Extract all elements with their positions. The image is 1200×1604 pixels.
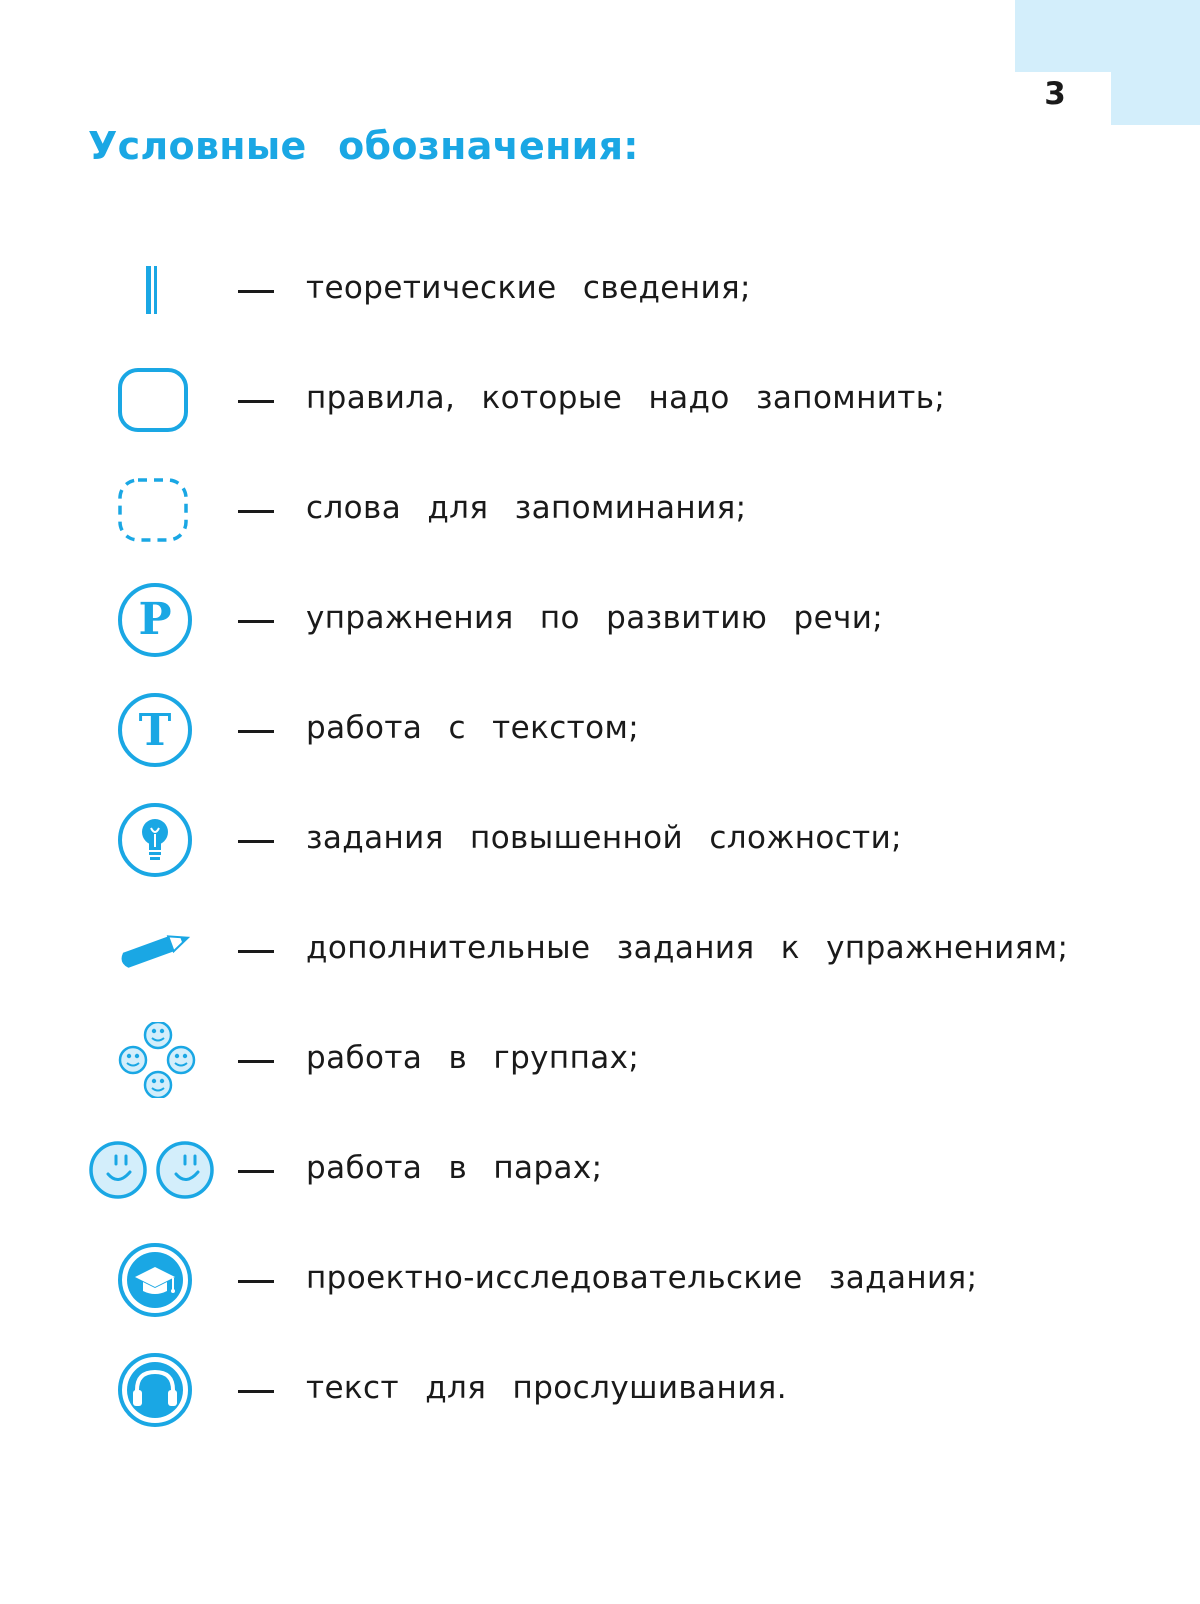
- legend-description: правила, которые надо запомнить;: [306, 380, 946, 416]
- legend-item-advanced: [0, 790, 1200, 890]
- legend-dash: [238, 400, 274, 403]
- legend-item-words: [0, 460, 1200, 560]
- legend-description: слова для запоминания;: [306, 490, 747, 526]
- legend-dash: [238, 290, 274, 293]
- legend-item-text: [0, 680, 1200, 780]
- legend-dash: [238, 510, 274, 513]
- legend-item-groups: [0, 1010, 1200, 1110]
- legend-dash: [238, 1280, 274, 1283]
- group-faces-icon: [88, 1022, 218, 1098]
- page-number: 3: [1044, 76, 1066, 112]
- legend-dash: [238, 1060, 274, 1063]
- page-title: Условные обозначения:: [88, 124, 639, 168]
- legend-dash: [238, 1170, 274, 1173]
- legend-item-projects: [0, 1230, 1200, 1330]
- legend-item-additional: [0, 900, 1200, 1000]
- letter-t-glyph: Т: [138, 705, 172, 756]
- rounded-box-icon: [88, 362, 218, 438]
- legend-item-speech: [0, 570, 1200, 670]
- legend-dash: [238, 1390, 274, 1393]
- legend-dash: [238, 620, 274, 623]
- legend-dash: [238, 730, 274, 733]
- pencil-icon: [88, 912, 218, 988]
- lightbulb-icon: [88, 802, 218, 878]
- letter-t-circle-icon: [88, 692, 218, 768]
- legend-description: проектно-исследовательские задания;: [306, 1260, 978, 1296]
- legend-description: текст для прослушивания.: [306, 1370, 787, 1406]
- letter-p-circle-icon: [88, 582, 218, 658]
- double-bar-icon: [88, 252, 218, 328]
- legend-item-theory: [0, 240, 1200, 340]
- graduation-cap-icon: [88, 1242, 218, 1318]
- legend-item-pairs: [0, 1120, 1200, 1220]
- legend-description: работа в группах;: [306, 1040, 640, 1076]
- legend-description: работа с текстом;: [306, 710, 640, 746]
- pair-faces-icon: [88, 1132, 218, 1208]
- legend-description: теоретические сведения;: [306, 270, 751, 306]
- legend-description: работа в парах;: [306, 1150, 603, 1186]
- legend-dash: [238, 950, 274, 953]
- legend-dash: [238, 840, 274, 843]
- legend-description: упражнения по развитию речи;: [306, 600, 884, 636]
- legend-description: дополнительные задания к упражнениям;: [306, 930, 1069, 966]
- legend-item-listening: [0, 1340, 1200, 1440]
- letter-p-glyph: Р: [138, 594, 172, 645]
- legend-item-rules: [0, 350, 1200, 450]
- legend-description: задания повышенной сложности;: [306, 820, 903, 856]
- headphones-icon: [88, 1352, 218, 1428]
- dashed-box-icon: [88, 472, 218, 548]
